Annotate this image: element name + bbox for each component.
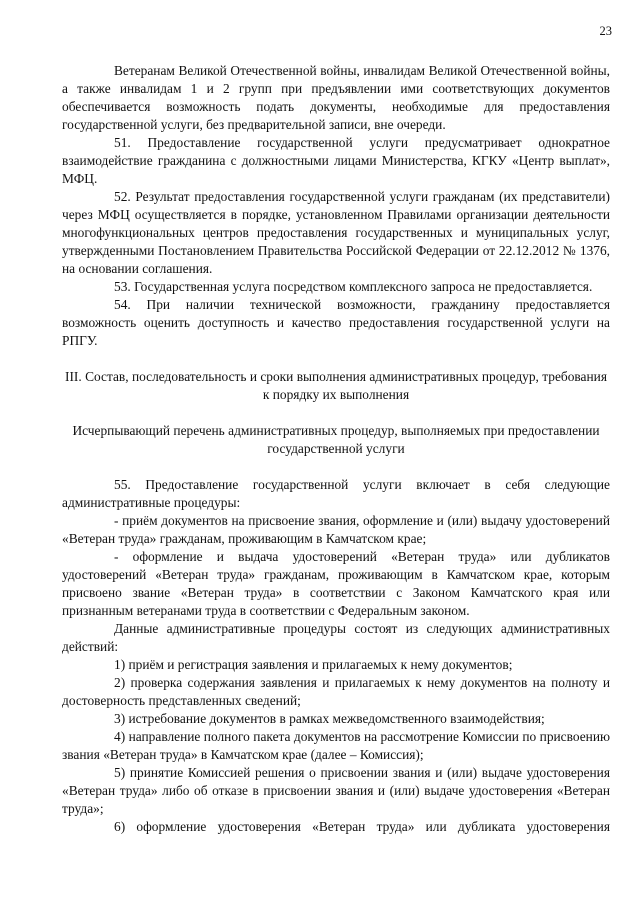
para-51: 51. Предоставление государственной услуги предусматривает однократное взаимодействие гражданина с должностными лицами Министерства, КГКУ «Центр выплат», МФЦ.: [62, 135, 610, 186]
spacer: [62, 350, 610, 368]
spacer: [62, 458, 610, 476]
actions-intro: Данные административные процедуры состоят из следующих административных действий:: [62, 621, 610, 654]
para-55: 55. Предоставление государственной услуги включает в себя следующие административные процедуры:: [62, 477, 610, 510]
procedure-item-1: - приём документов на присвоение звания, оформление и (или) выдачу удостоверений «Ветеран труда» гражданам, проживающим в Камчатском крае;: [62, 513, 610, 546]
action-6: 6) оформление удостоверения «Ветеран труда» или дубликата удостоверения: [114, 819, 610, 834]
subsection-heading: Исчерпывающий перечень административных процедур, выполняемых при предоставлении государственной услуги: [72, 423, 600, 456]
action-5: 5) принятие Комиссией решения о присвоении звания и (или) выдаче удостоверения «Ветеран труда» либо об отказе в присвоении звания и (или) выдаче удостоверения «Ветеран труда»;: [62, 765, 610, 816]
spacer: [62, 404, 610, 422]
para-52: 52. Результат предоставления государственной услуги гражданам (их представители) через МФЦ осуществляется в порядке, установленном Правилами организации деятельности многофункциональных центров предоставления государственных и муниципальных услуг, утвержденными Постановлением Правительства Российской Федерации от 22.12.2012 № 1376, на основании соглашения.: [62, 189, 610, 276]
section-iii-heading: III. Состав, последовательность и сроки выполнения административных процедур, требования к порядку их выполнения: [65, 369, 607, 402]
para-50-cont: Ветеранам Великой Отечественной войны, инвалидам Великой Отечественной войны, а также инвалидам 1 и 2 групп при предъявлении ими соответствующих документов обеспечивается возможность подать документы, необходимые для предоставления государственной услуги, без предварительной записи, вне очереди.: [62, 63, 610, 132]
page-number: 23: [599, 24, 612, 38]
action-3: 3) истребование документов в рамках межведомственного взаимодействия;: [114, 711, 545, 726]
procedure-item-2: - оформление и выдача удостоверений «Ветеран труда» или дубликатов удостоверений «Ветеран труда» гражданам, проживающим в Камчатском крае, которым присвоено звание «Ветеран труда» в соответствии с Законом Камчатского края или признанным ветеранами труда в соответствии с Федеральным законом.: [62, 549, 610, 618]
action-2: 2) проверка содержания заявления и прилагаемых к нему документов на полноту и достоверность представленных сведений;: [62, 675, 610, 708]
action-4: 4) направление полного пакета документов на рассмотрение Комиссии по присвоению звания «Ветеран труда» в Камчатском крае (далее – Комиссия);: [62, 729, 610, 762]
action-1: 1) приём и регистрация заявления и прилагаемых к нему документов;: [114, 657, 513, 672]
para-53: 53. Государственная услуга посредством комплексного запроса не предоставляется.: [114, 279, 593, 294]
para-54: 54. При наличии технической возможности, гражданину предоставляется возможность оценить доступность и качество предоставления государственной услуги на РПГУ.: [62, 297, 610, 348]
document-body: [62, 62, 610, 836]
